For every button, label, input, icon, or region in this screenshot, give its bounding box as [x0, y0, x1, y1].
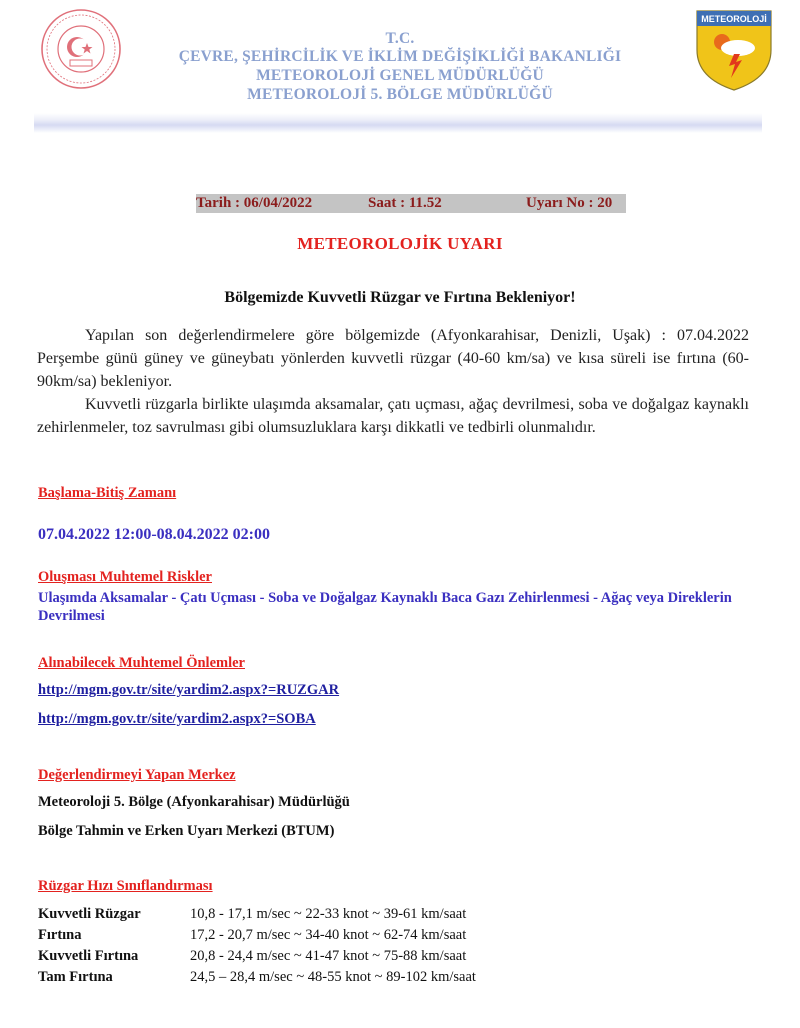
table-row: [38, 948, 476, 969]
risks-heading: Oluşması Muhtemel Riskler: [38, 569, 212, 585]
wind-class-name: Kuvvetli Rüzgar: [38, 906, 141, 922]
table-row: [38, 906, 476, 927]
link-ruzgar[interactable]: http://mgm.gov.tr/site/yardim2.aspx?=RUZGAR: [38, 682, 340, 698]
meta-time: Saat : 11.52: [368, 195, 442, 211]
warning-subtitle: Bölgemizde Kuvvetli Rüzgar ve Fırtına Bekleniyor!: [224, 289, 576, 306]
wind-class-range: 24,5 – 28,4 m/sec ~ 48-55 knot ~ 89-102 km/saat: [190, 969, 476, 985]
wind-class-range: 10,8 - 17,1 m/sec ~ 22-33 knot ~ 39-61 km/saat: [190, 906, 467, 922]
wind-class-range: 17,2 - 20,7 m/sec ~ 34-40 knot ~ 62-74 km/saat: [190, 927, 467, 943]
wind-class-name: Tam Fırtına: [38, 969, 113, 985]
measures-heading: Alınabilecek Muhtemel Önlemler: [38, 655, 245, 671]
ministry-seal-logo: [40, 8, 122, 90]
center-name-2: Bölge Tahmin ve Erken Uyarı Merkezi (BTUM): [38, 823, 335, 839]
meteoroloji-logo: [694, 8, 774, 92]
body-paragraph-1: Yapılan son değerlendirmelere göre bölgemizde (Afyonkarahisar, Denizli, Uşak) : 07.04.2022 Perşembe günü güney ve güneybatı yönlerden kuvvetli rüzgar (40-60 km/sa) ve kısa süreli ise fırtına (60-90km/sa) bekleniyor.: [37, 327, 749, 390]
header-tc: T.C.: [385, 30, 415, 47]
center-name-1: Meteoroloji 5. Bölge (Afyonkarahisar) Müdürlüğü: [38, 794, 350, 810]
header-directorate: METEOROLOJİ GENEL MÜDÜRLÜĞÜ: [256, 67, 544, 84]
meta-warning-no: Uyarı No : 20: [526, 195, 613, 211]
body-paragraph-2: Kuvvetli rüzgarla birlikte ulaşımda aksamalar, çatı uçması, ağaç devrilmesi, soba ve doğalgaz kaynaklı zehirlenmeler, toz savrulması gibi olumsuzluklara karşı dikkatli ve tedbirli olunmalıdır.: [37, 396, 749, 436]
time-heading: Başlama-Bitiş Zamanı: [38, 485, 177, 501]
link-soba[interactable]: http://mgm.gov.tr/site/yardim2.aspx?=SOBA: [38, 711, 316, 727]
warning-title: METEOROLOJİK UYARI: [297, 234, 503, 253]
wind-class-range: 20,8 - 24,4 m/sec ~ 41-47 knot ~ 75-88 km/saat: [190, 948, 467, 964]
time-value: 07.04.2022 12:00-08.04.2022 02:00: [38, 526, 270, 543]
warning-body: [37, 324, 749, 439]
wind-class-name: Kuvvetli Fırtına: [38, 948, 139, 964]
wind-heading: Rüzgar Hızı Sınıflandırması: [38, 878, 213, 894]
center-heading: Değerlendirmeyi Yapan Merkez: [38, 767, 236, 783]
meta-date: Tarih : 06/04/2022: [196, 195, 313, 211]
header-divider: [34, 113, 762, 133]
risks-value: Ulaşımda Aksamalar - Çatı Uçması - Soba ve Doğalgaz Kaynaklı Baca Gazı Zehirlenmesi - Ağaç veya Direklerin Devrilmesi: [38, 590, 732, 624]
header-ministry: ÇEVRE, ŞEHİRCİLİK VE İKLİM DEĞİŞİKLİĞİ BAKANLIĞI: [178, 48, 622, 65]
header-regional: METEOROLOJİ 5. BÖLGE MÜDÜRLÜĞÜ: [247, 86, 553, 103]
warning-meta-bar: [196, 194, 626, 213]
table-row: [38, 927, 476, 948]
wind-class-name: Fırtına: [38, 927, 82, 943]
logo-text: METEOROLOJİ: [701, 14, 767, 24]
table-row: [38, 969, 476, 990]
wind-classification-table: [38, 906, 476, 990]
